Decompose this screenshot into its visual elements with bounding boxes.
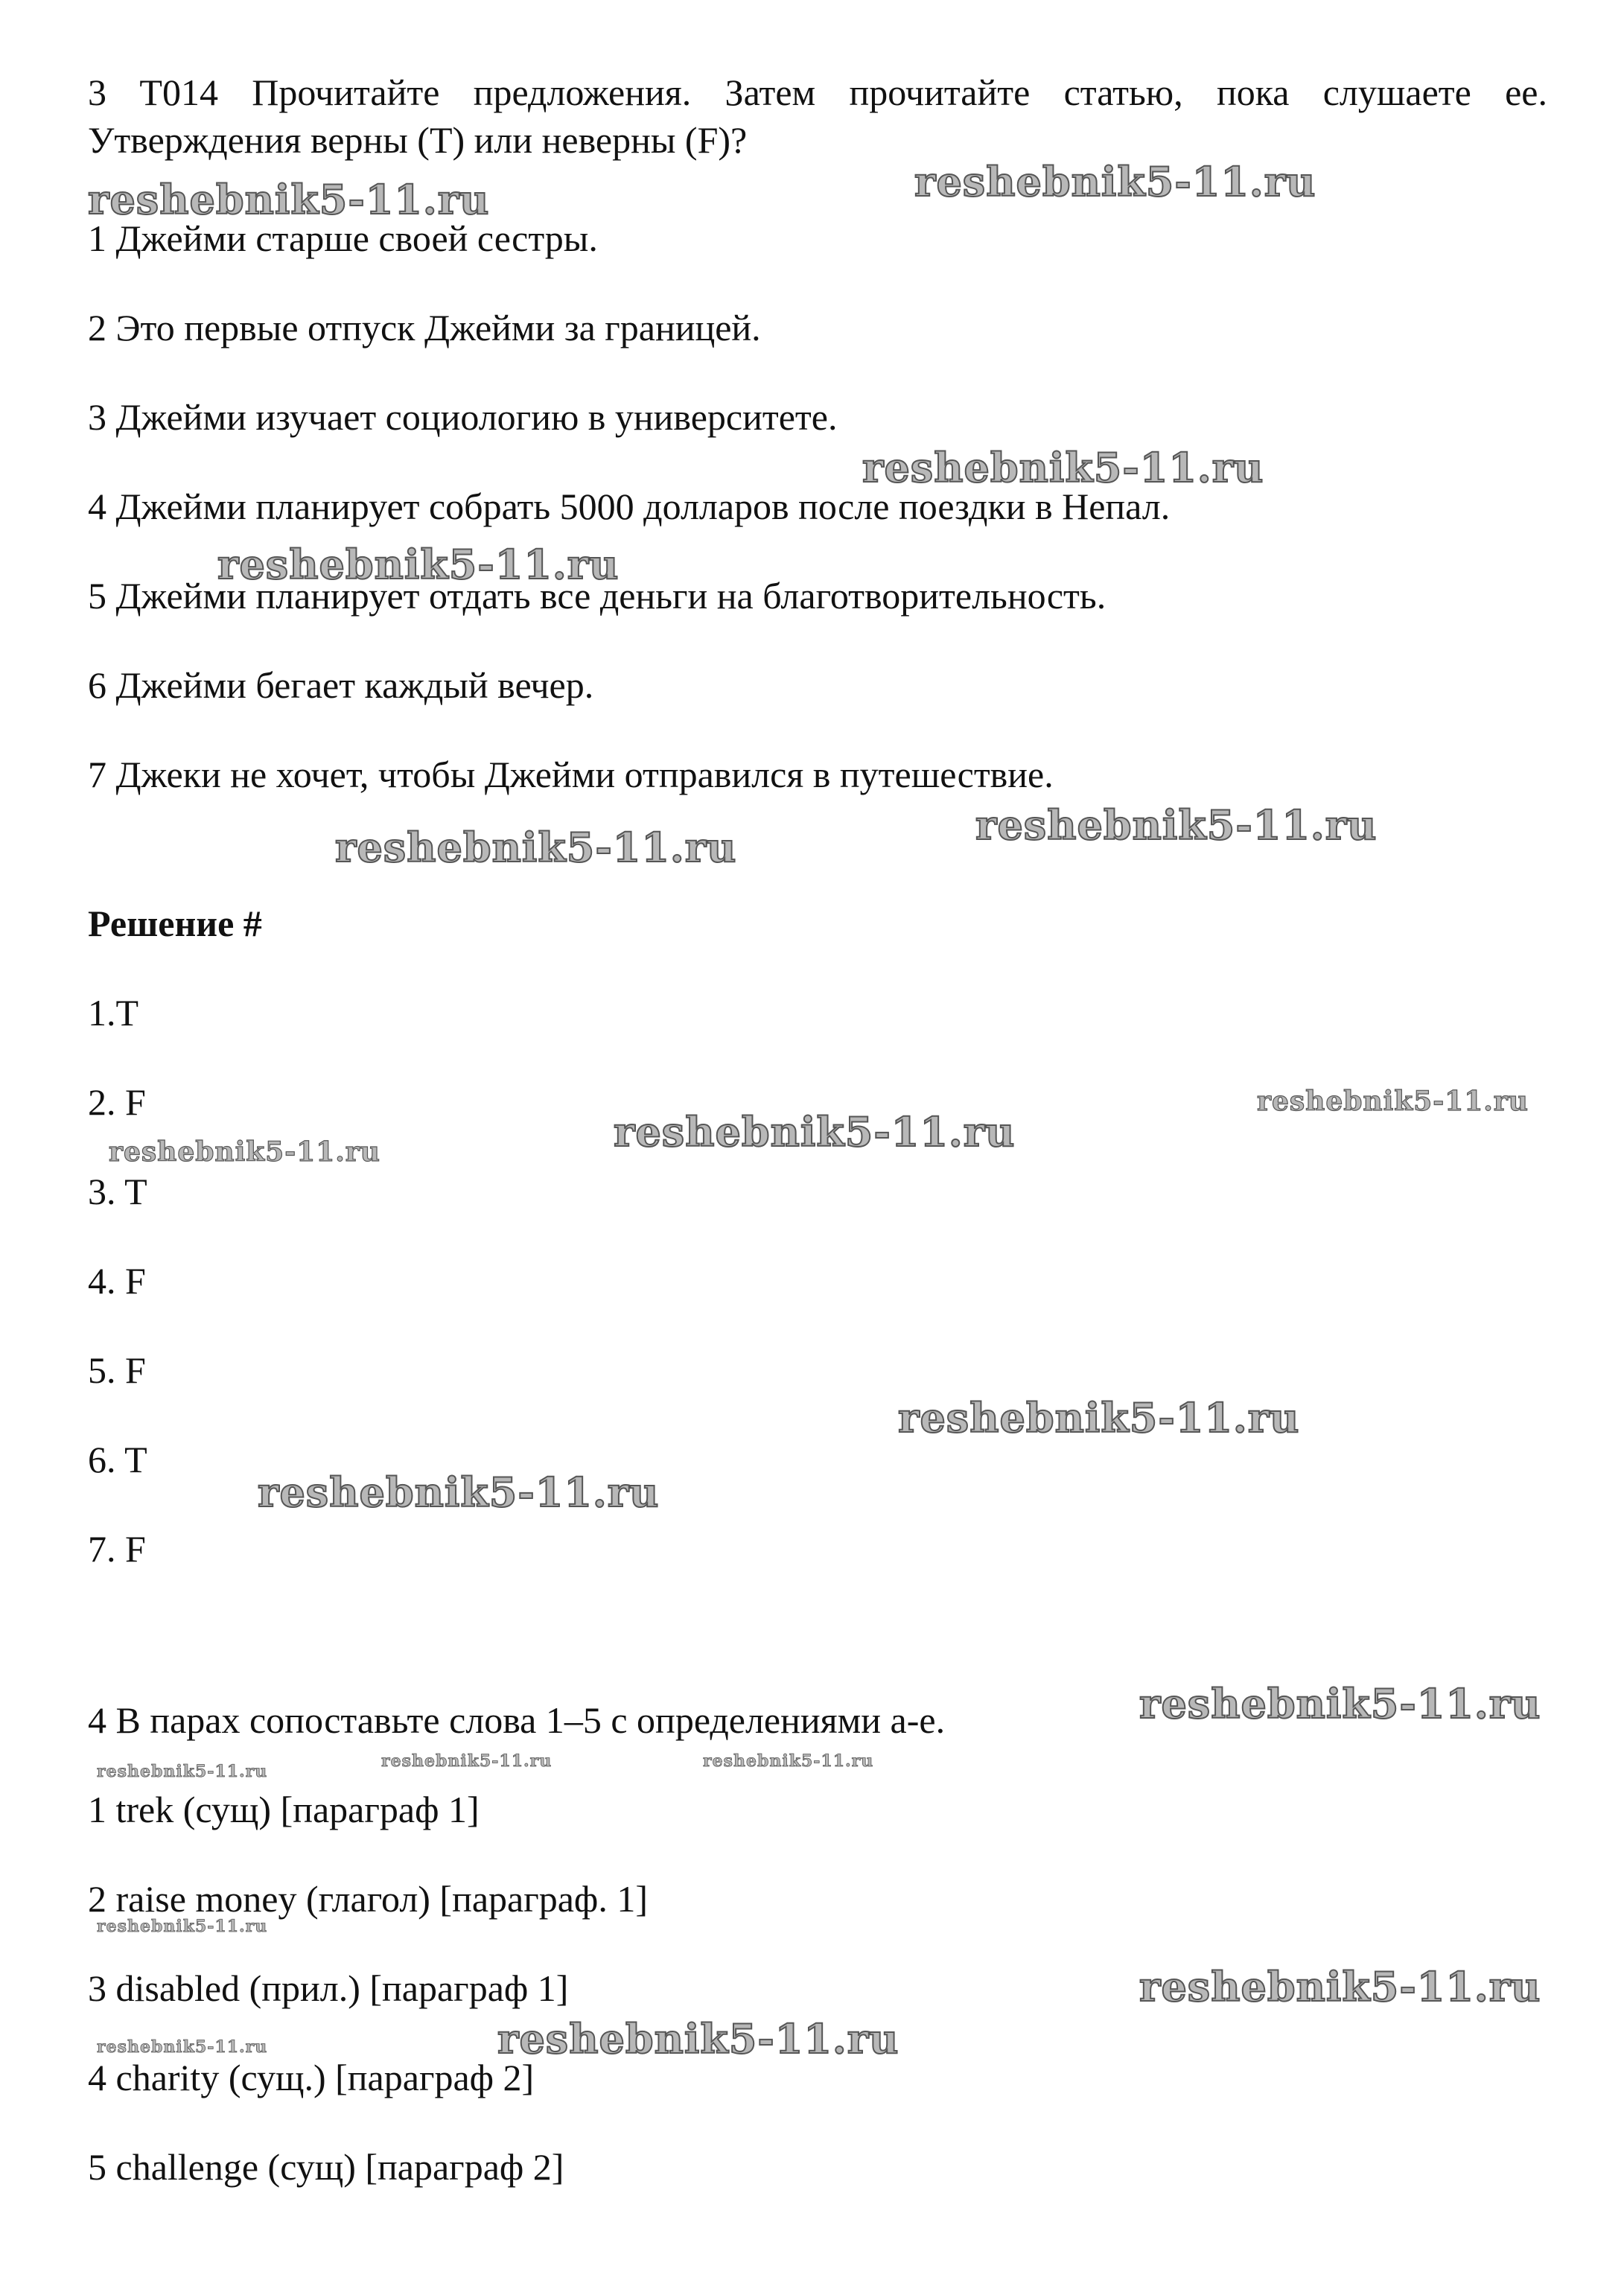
answer-item: 3. T: [88, 1171, 147, 1212]
watermark: reshebnik5-11.ru: [497, 2015, 899, 2063]
watermark: reshebnik5-11.ru: [1257, 1086, 1529, 1117]
watermark: reshebnik5-11.ru: [97, 2037, 268, 2057]
watermark: reshebnik5-11.ru: [914, 158, 1316, 206]
answer-item: 6. T: [88, 1439, 147, 1480]
watermark: reshebnik5-11.ru: [258, 1468, 660, 1516]
solution-heading: Решение #: [88, 903, 262, 944]
watermark: reshebnik5-11.ru: [217, 541, 620, 588]
watermark: reshebnik5-11.ru: [109, 1136, 380, 1168]
watermark: reshebnik5-11.ru: [703, 1751, 874, 1771]
watermark: reshebnik5-11.ru: [88, 176, 490, 223]
task4-item: 3 disabled (прил.) [параграф 1]: [88, 1967, 569, 2009]
task4-item: 2 raise money (глагол) [параграф. 1]: [88, 1878, 648, 1920]
answer-item: 5. F: [88, 1349, 146, 1391]
watermark: reshebnik5-11.ru: [381, 1751, 553, 1771]
task3-item: 5 Джейми планирует отдать все деньги на благотворительность.: [88, 575, 1106, 617]
watermark: reshebnik5-11.ru: [898, 1394, 1300, 1442]
watermark: reshebnik5-11.ru: [614, 1108, 1016, 1156]
answer-item: 4. F: [88, 1260, 146, 1302]
task3-item: 2 Это первые отпуск Джейми за границей.: [88, 307, 761, 348]
watermark: reshebnik5-11.ru: [975, 801, 1378, 849]
watermark: reshebnik5-11.ru: [97, 1917, 268, 1936]
answer-item: 2. F: [88, 1081, 146, 1123]
watermark: reshebnik5-11.ru: [862, 444, 1264, 491]
task4-item: 4 charity (сущ.) [параграф 2]: [88, 2057, 535, 2098]
task3-item: 4 Джейми планирует собрать 5000 долларов после поездки в Непал.: [88, 486, 1171, 527]
watermark: reshebnik5-11.ru: [97, 1762, 268, 1781]
task4-intro: 4 В парах сопоставьте слова 1–5 с определениями a-e.: [88, 1699, 946, 1741]
task3-item: 1 Джейми старше своей сестры.: [88, 217, 598, 259]
task3-item: 6 Джейми бегает каждый вечер.: [88, 664, 594, 706]
task3-item: 3 Джейми изучает социологию в университете.: [88, 396, 838, 438]
task4-item: 5 challenge (сущ) [параграф 2]: [88, 2146, 564, 2188]
watermark: reshebnik5-11.ru: [1139, 1963, 1541, 2011]
task3-intro: 3 T014 Прочитайте предложения. Затем прочитайте статью, пока слушаете ее. Утверждения верны (T) или неверны (F)?: [88, 71, 1547, 161]
answer-item: 7. F: [88, 1528, 146, 1570]
task4-item: 1 trek (сущ) [параграф 1]: [88, 1789, 480, 1830]
watermark: reshebnik5-11.ru: [335, 824, 737, 871]
watermark: reshebnik5-11.ru: [1139, 1680, 1541, 1728]
answer-item: 1.T: [88, 992, 139, 1034]
task3-item: 7 Джеки не хочет, чтобы Джейми отправился в путешествие.: [88, 754, 1054, 795]
